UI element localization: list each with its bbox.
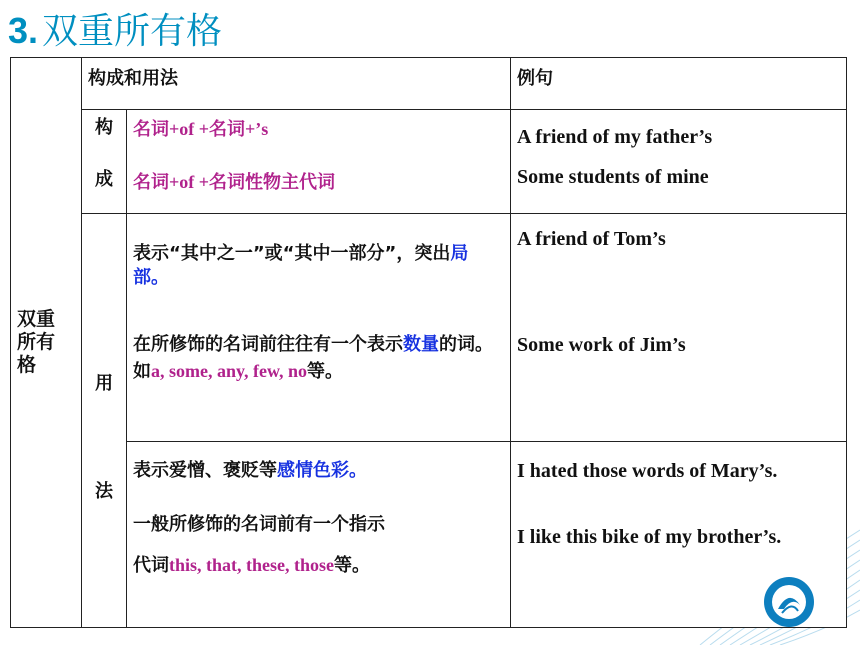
usage-rule-1-text: 表示“其中之一”或“其中一部分”，突出 [133,243,451,264]
usage-rule-2-text: 在所修饰的名词前往往有一个表示 [133,334,403,355]
title-text: 双重所有格 [42,11,223,52]
rule1-mid: +of + [169,119,210,139]
header-col2 [511,58,847,110]
usage-label-cell [82,214,127,628]
rule2-mid: +of + [169,172,210,192]
usage-rule-3-text: 表示爱憎、褒贬等 [133,460,277,481]
rule1-suffix: +’s [245,119,269,139]
learning-english-logo [762,575,816,629]
usage-rule-2-end: 等。 [307,361,344,382]
composition-rule-1 [133,116,504,143]
usage-rule-3 [133,458,504,484]
composition-row [11,110,847,214]
grammar-table [10,57,847,628]
usage-example-3: I hated those words of Mary’s. [517,460,778,482]
usage-example-4: I like this bike of my brother’s. [517,526,782,548]
page-title [8,6,222,56]
header-col1-label: 构成和用法 [88,68,178,89]
rule2-noun: 名词性物主代词 [209,172,336,193]
usage-rule-2 [133,332,504,385]
usage-rule-4-words: this, that, these, those [169,555,334,575]
usage-row-2 [11,442,847,628]
composition-example-1: A friend of my father’s [517,126,713,148]
composition-label-cell [82,110,127,214]
composition-rules-cell [127,110,511,214]
rule1-noun: 名词 [209,119,246,140]
usage-rules-cell-2 [127,442,511,628]
header-col1 [82,58,511,110]
usage-rule-3-highlight: 感情色彩。 [277,460,367,481]
usage-rule-1-highlight: 局部。 [133,243,469,288]
composition-examples-cell [511,110,847,214]
usage-rule-2-highlight: 数量 [403,334,439,355]
usage-rule-1 [133,242,504,290]
composition-label-top: 构 [95,117,113,138]
header-col2-label: 例句 [517,68,553,89]
composition-example-2: Some students of mine [517,166,709,188]
usage-label-top: 用 [95,373,113,394]
usage-examples-cell-1 [511,214,847,442]
composition-label-bottom: 成 [95,169,113,190]
rule2-prefix: 名词 [133,172,169,193]
usage-rule-4-end: 等。 [334,555,370,576]
usage-rule-2-text2: 的词。如 [133,334,493,382]
usage-rule-4-line2 [133,552,504,579]
composition-rule-2 [133,169,504,196]
row-header-label: 双重所有格 [17,308,56,376]
usage-label-bottom: 法 [95,481,113,502]
usage-example-1: A friend of Tom’s [517,228,666,250]
usage-rule-4-line1: 一般所修饰的名词前有一个指示 [133,514,385,535]
usage-row-1 [11,214,847,442]
row-header-cell [11,58,82,628]
title-number: 3. [8,10,39,51]
usage-rule-2-words: a, some, any, few, no [151,361,308,381]
usage-rule-4-text2: 代词 [133,555,169,576]
usage-rules-cell-1 [127,214,511,442]
table-header-row [11,58,847,110]
rule1-prefix: 名词 [133,119,169,140]
usage-example-2: Some work of Jim’s [517,334,686,356]
